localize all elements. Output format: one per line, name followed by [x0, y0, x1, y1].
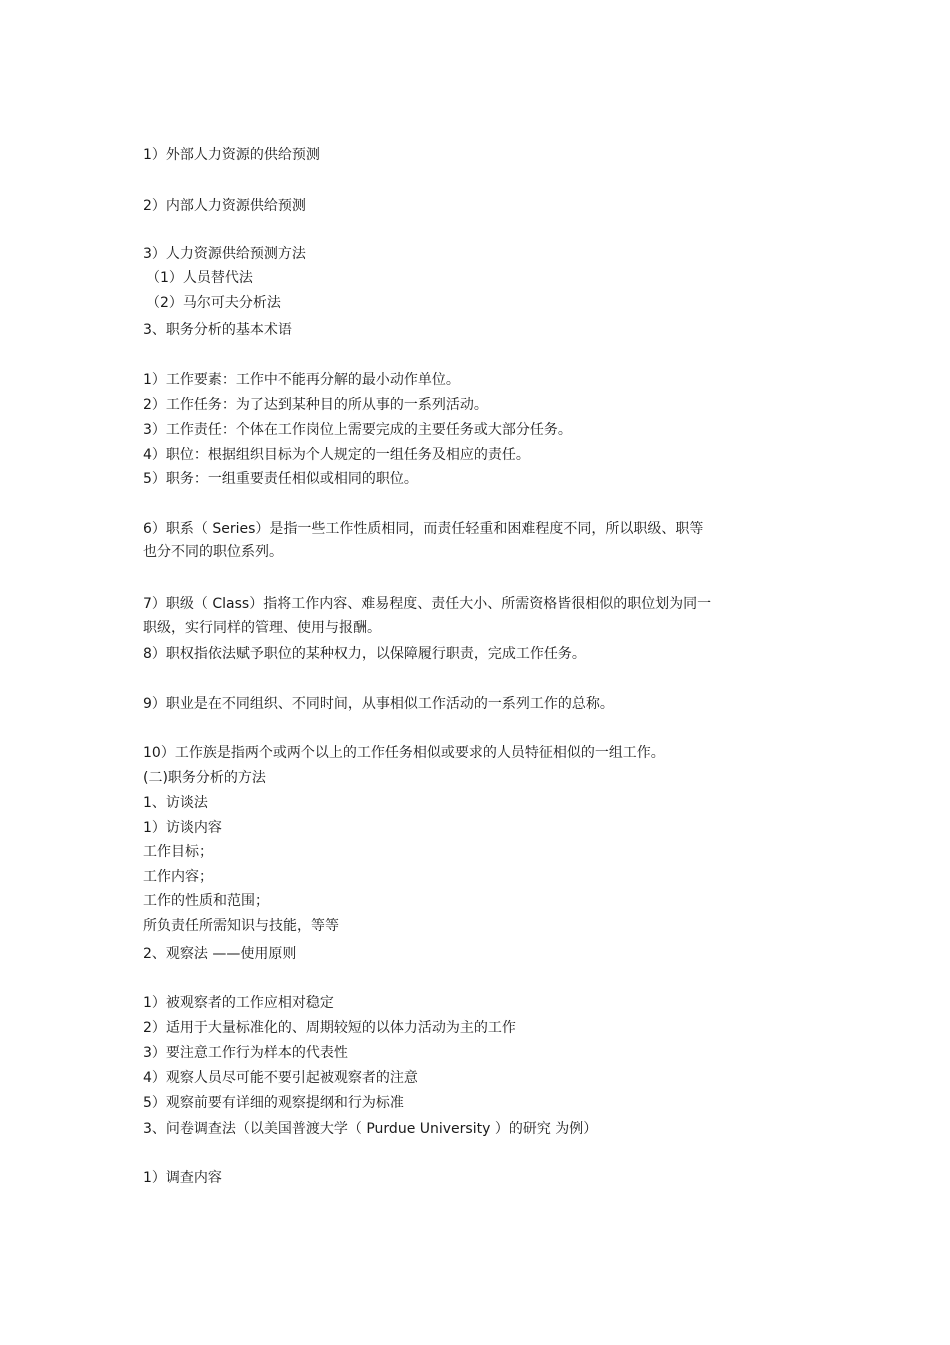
- text-line: 1）外部人力资源的供给预测: [143, 147, 320, 163]
- text-line: 3）人力资源供给预测方法: [143, 246, 306, 262]
- text-line: 2）适用于大量标准化的、周期较短的以体力活动为主的工作: [143, 1020, 516, 1036]
- text-line: 工作目标；: [143, 844, 213, 860]
- text-line: 3、职务分析的基本术语: [143, 322, 292, 338]
- text-line: 3）工作责任：个体在工作岗位上需要完成的主要任务或大部分任务。: [143, 422, 572, 438]
- text-line: 5）职务：一组重要责任相似或相同的职位。: [143, 471, 418, 487]
- text-line: （1）人员替代法: [146, 270, 253, 286]
- text-line: 所负责任所需知识与技能，等等: [143, 918, 339, 934]
- text-line: 1）调查内容: [143, 1170, 222, 1186]
- text-line: 2）工作任务：为了达到某种目的所从事的一系列活动。: [143, 397, 488, 413]
- text-line: （2）马尔可夫分析法: [146, 295, 281, 311]
- text-line: 1）被观察者的工作应相对稳定: [143, 995, 334, 1011]
- text-line: 职级，实行同样的管理、使用与报酬。: [143, 620, 381, 636]
- text-line: 3）要注意工作行为样本的代表性: [143, 1045, 348, 1061]
- text-line: 1）工作要素：工作中不能再分解的最小动作单位。: [143, 372, 460, 388]
- text-line: 9）职业是在不同组织、不同时间，从事相似工作活动的一系列工作的总称。: [143, 696, 614, 712]
- text-line: 7）职级（ Class）指将工作内容、难易程度、责任大小、所需资格皆很相似的职位划为同一: [143, 596, 712, 612]
- text-line: 工作的性质和范围；: [143, 893, 269, 909]
- text-line: 3、问卷调查法（以美国普渡大学（ Purdue University ）的研究 为例）: [143, 1121, 598, 1137]
- text-line: 8）职权指依法赋予职位的某种权力，以保障履行职责，完成工作任务。: [143, 646, 586, 662]
- text-line: (二)职务分析的方法: [143, 770, 266, 786]
- text-line: 也分不同的职位系列。: [143, 544, 283, 560]
- text-line: 6）职系（ Series）是指一些工作性质相同，而责任轻重和困难程度不同，所以职级、职等: [143, 521, 704, 537]
- text-line: 2）内部人力资源供给预测: [143, 198, 306, 214]
- text-line: 5）观察前要有详细的观察提纲和行为标准: [143, 1095, 404, 1111]
- text-line: 10）工作族是指两个或两个以上的工作任务相似或要求的人员特征相似的一组工作。: [143, 745, 665, 761]
- text-line: 4）观察人员尽可能不要引起被观察者的注意: [143, 1070, 418, 1086]
- text-line: 工作内容；: [143, 869, 213, 885]
- text-line: 1）访谈内容: [143, 820, 222, 836]
- text-line: 4）职位：根据组织目标为个人规定的一组任务及相应的责任。: [143, 447, 530, 463]
- text-line: 2、观察法 ——使用原则: [143, 946, 297, 962]
- text-line: 1、访谈法: [143, 795, 208, 811]
